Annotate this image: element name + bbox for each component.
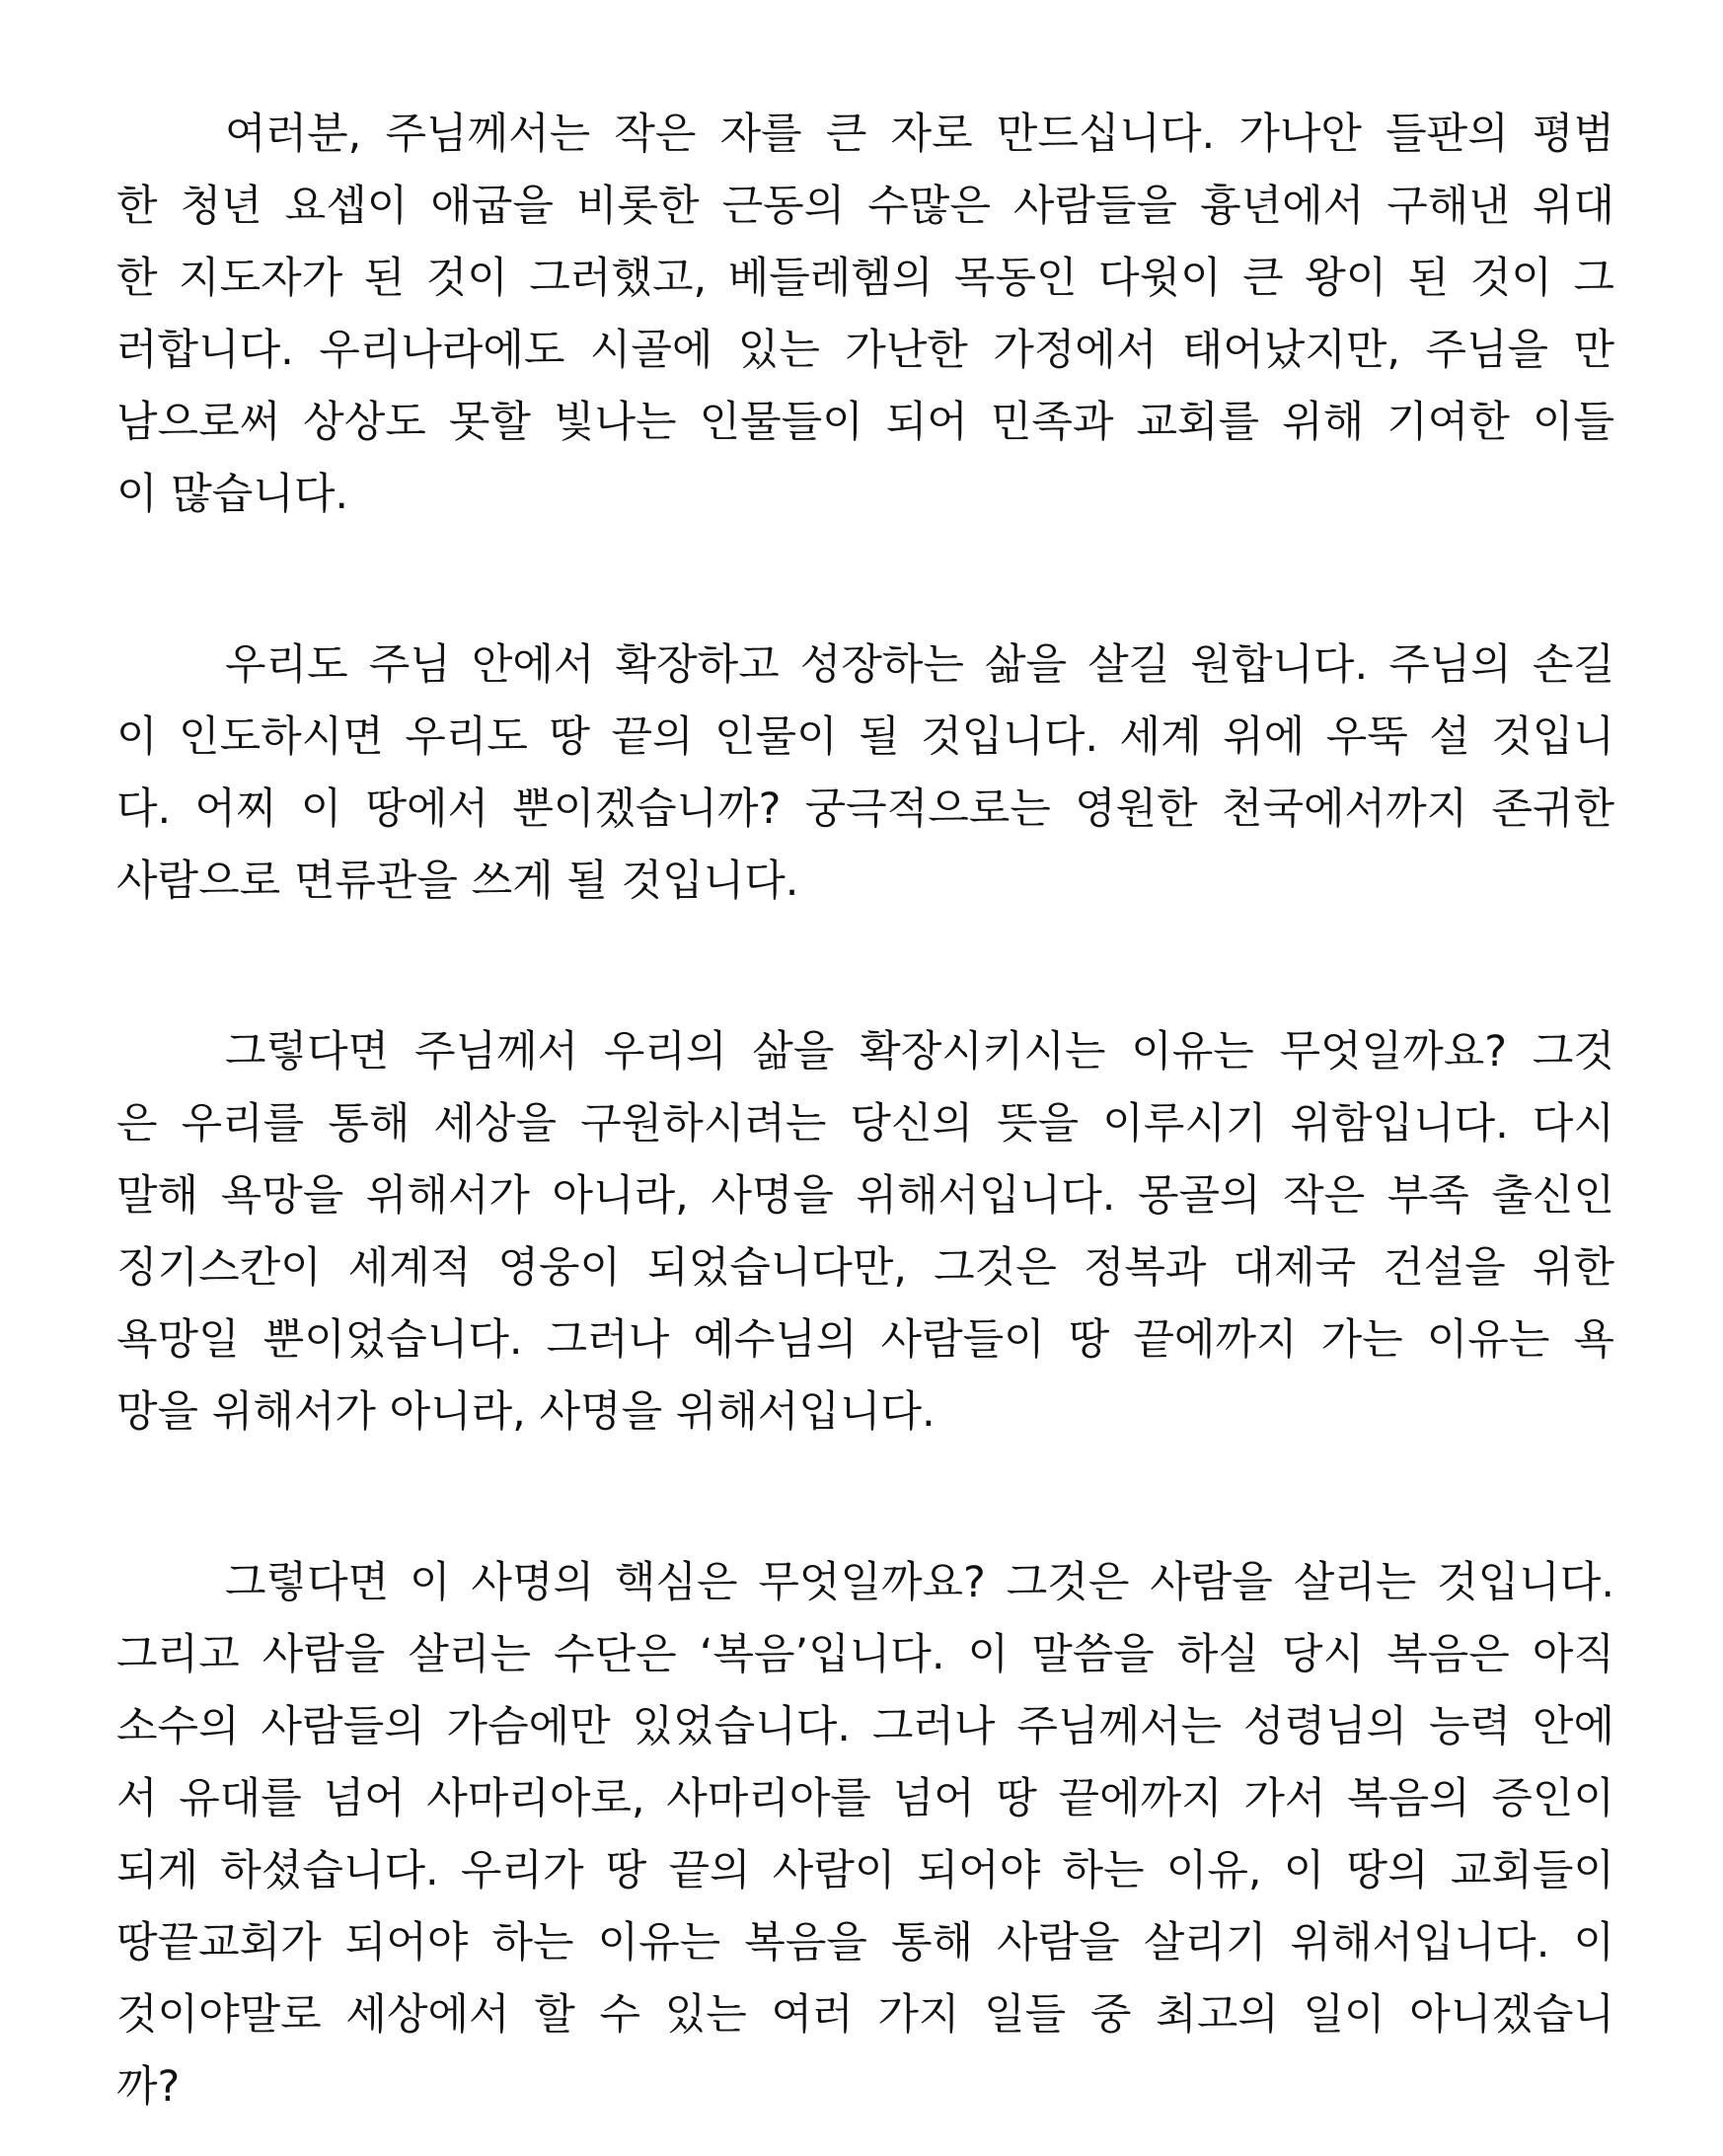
- text-line: 소수의 사람들의 가슴에만 있었습니다. 그러나 주님께서는 성령님의 능력 안에: [116, 1702, 1614, 1751]
- text-line: 한 지도자가 된 것이 그러했고, 베들레헴의 목동인 다윗이 큰 왕이 된 것이 그: [116, 254, 1614, 303]
- text-line: 다. 어찌 이 땅에서 뿐이겠습니까? 궁극적으로는 영원한 천국에서까지 존귀한: [116, 784, 1614, 834]
- text-line: 은 우리를 통해 세상을 구원하시려는 당신의 뜻을 이루시기 위함입니다. 다시: [116, 1099, 1614, 1149]
- text-line: 그리고 사람을 살리는 수단은 ‘복음’입니다. 이 말씀을 하실 당시 복음은 아직: [116, 1630, 1614, 1679]
- paragraph-4: [116, 1547, 1614, 2123]
- text-line: 되게 하셨습니다. 우리가 땅 끝의 사람이 되어야 하는 이유, 이 땅의 교회들이: [116, 1846, 1614, 1896]
- text-line: 망을 위해서가 아니라, 사명을 위해서입니다.: [116, 1387, 936, 1437]
- text-line: 땅끝교회가 되어야 하는 이유는 복음을 통해 사람을 살리기 위해서입니다. 이: [116, 1918, 1614, 1968]
- text-line: 것이야말로 세상에서 할 수 있는 여러 가지 일들 중 최고의 일이 아니겠습니: [116, 1990, 1614, 2040]
- paragraph-gap: [116, 531, 1614, 630]
- text-line: 이 많습니다.: [116, 470, 349, 519]
- paragraph-1: [116, 99, 1614, 531]
- text-line: 말해 욕망을 위해서가 아니라, 사명을 위해서입니다. 몽골의 작은 부족 출신인: [116, 1171, 1614, 1221]
- text-line: 욕망일 뿐이었습니다. 그러나 예수님의 사람들이 땅 끝에까지 가는 이유는 욕: [116, 1315, 1614, 1365]
- paragraph-3: [116, 1016, 1614, 1449]
- paragraph-2: [116, 630, 1614, 918]
- text-line: 까?: [116, 2062, 181, 2112]
- paragraph-gap: [116, 918, 1614, 1016]
- text-line: 그렇다면 주님께서 우리의 삶을 확장시키시는 이유는 무엇일까요? 그것: [225, 1027, 1614, 1077]
- text-line: 이 인도하시면 우리도 땅 끝의 인물이 될 것입니다. 세계 위에 우뚝 설 것입니: [116, 712, 1614, 762]
- text-line: 여러분, 주님께서는 작은 자를 큰 자로 만드십니다. 가나안 들판의 평범: [225, 110, 1614, 159]
- text-line: 러합니다. 우리나라에도 시골에 있는 가난한 가정에서 태어났지만, 주님을 만: [116, 326, 1614, 375]
- text-line: 사람으로 면류관을 쓰게 될 것입니다.: [116, 856, 799, 906]
- text-line: 서 유대를 넘어 사마리아로, 사마리아를 넘어 땅 끝에까지 가서 복음의 증인이: [116, 1774, 1614, 1823]
- text-line: 우리도 주님 안에서 확장하고 성장하는 삶을 살길 원합니다. 주님의 손길: [225, 640, 1614, 690]
- text-line: 징기스칸이 세계적 영웅이 되었습니다만, 그것은 정복과 대제국 건설을 위한: [116, 1243, 1614, 1293]
- text-line: 한 청년 요셉이 애굽을 비롯한 근동의 수많은 사람들을 흉년에서 구해낸 위대: [116, 182, 1614, 231]
- document-body: [116, 99, 1614, 2123]
- text-line: 그렇다면 이 사명의 핵심은 무엇일까요? 그것은 사람을 살리는 것입니다.: [225, 1558, 1614, 1607]
- paragraph-gap: [116, 1449, 1614, 1547]
- text-line: 남으로써 상상도 못할 빛나는 인물들이 되어 민족과 교회를 위해 기여한 이들: [116, 398, 1614, 447]
